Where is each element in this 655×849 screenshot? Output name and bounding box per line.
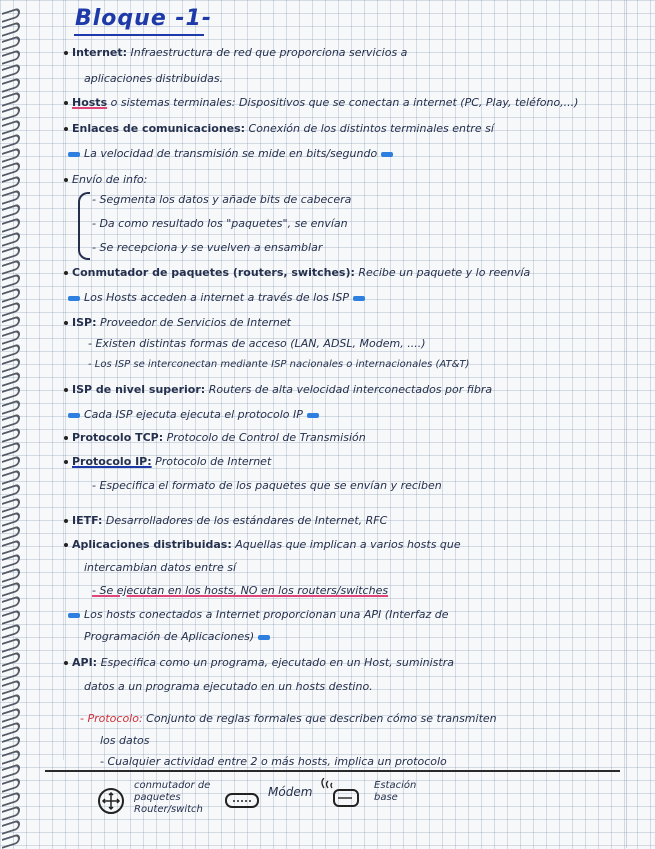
spiral-coil [2,245,20,261]
spiral-coil [2,259,20,275]
spiral-coil [2,777,20,793]
spiral-coil [2,525,20,541]
spiral-coil [2,805,20,821]
spiral-coil [2,623,20,639]
note-line: datos a un programa ejecutado en un hosts destino. [84,680,373,693]
spiral-coil [2,77,20,93]
router-label: conmutador de paquetes Router/switch [134,780,211,815]
modem-label: Módem [268,785,313,799]
spiral-coil [2,133,20,149]
margin-line [63,0,64,760]
spiral-coil [2,385,20,401]
spiral-coil [2,63,20,79]
note-line: API: Especifica como un programa, ejecutado en un Host, suministra [64,656,454,670]
notebook-spiral [0,0,22,848]
spiral-coil [2,357,20,373]
spiral-coil [2,749,20,765]
note-line: Protocolo IP: Protocolo de Internet [64,455,271,469]
note-line: ISP: Proveedor de Servicios de Internet [64,316,291,330]
spiral-coil [2,343,20,359]
note-line: Los hosts conectados a Internet proporcionan una API (Interfaz de [64,608,449,622]
spiral-coil [2,105,20,121]
spiral-coil [2,651,20,667]
spiral-coil [2,147,20,163]
spiral-coil [2,679,20,695]
note-line: Los Hosts acceden a internet a través de los ISP [64,291,369,305]
router-icon [96,786,126,816]
note-line: Enlaces de comunicaciones: Conexión de los distintos terminales entre sí [64,122,494,136]
spiral-coil [2,819,20,835]
note-line: - Da como resultado los "paquetes", se envían [92,217,348,230]
divider [45,770,620,772]
note-line: Aplicaciones distribuidas: Aquellas que implican a varios hosts que [64,538,461,552]
note-line: La velocidad de transmisión se mide en bits/segundo [64,147,397,161]
spiral-coil [2,707,20,723]
note-line: - Existen distintas formas de acceso (LAN, ADSL, Modem, ....) [88,337,426,350]
note-line: aplicaciones distribuidas. [84,72,224,85]
spiral-coil [2,483,20,499]
spiral-coil [2,371,20,387]
spiral-coil [2,427,20,443]
spiral-coil [2,399,20,415]
brace [78,192,90,260]
note-line: - Se ejecutan en los hosts, NO en los routers/switches [92,584,389,597]
note-line: - Se recepciona y se vuelven a ensamblar [92,241,323,254]
note-line: - Cualquier actividad entre 2 o más hosts, implica un protocolo [100,755,447,768]
spiral-coil [2,315,20,331]
spiral-coil [2,735,20,751]
spiral-coil [2,833,20,849]
note-line: Programación de Aplicaciones) [84,630,274,644]
station-label: Estación base [374,780,417,803]
spiral-coil [2,721,20,737]
note-line: Protocolo TCP: Protocolo de Control de Transmisión [64,431,366,445]
margin-line-right [626,0,627,848]
spiral-coil [2,595,20,611]
spiral-coil [2,35,20,51]
spiral-coil [2,301,20,317]
note-line: intercambian datos entre sí [84,561,237,574]
note-line: Internet: Infraestructura de red que proporciona servicios a [64,46,407,60]
spiral-coil [2,189,20,205]
spiral-coil [2,231,20,247]
spiral-coil [2,539,20,555]
spiral-coil [2,203,20,219]
spiral-coil [2,119,20,135]
note-line: ISP de nivel superior: Routers de alta velocidad interconectados por fibra [64,383,492,397]
spiral-coil [2,693,20,709]
note-line: IETF: Desarrolladores de los estándares de Internet, RFC [64,514,387,528]
spiral-coil [2,49,20,65]
spiral-coil [2,7,20,23]
note-line: Envío de info: [64,173,147,187]
page-title: Bloque -1- [75,6,212,31]
note-line: - Protocolo: Conjunto de reglas formales que describen cómo se transmiten [80,712,497,725]
note-line: - Los ISP se interconectan mediante ISP nacionales o internacionales (AT&T) [88,359,470,370]
spiral-coil [2,763,20,779]
note-line: - Especifica el formato de los paquetes que se envían y reciben [92,479,442,492]
spiral-coil [2,567,20,583]
spiral-coil [2,609,20,625]
antenna-icon [318,778,362,810]
spiral-coil [2,553,20,569]
spiral-coil [2,273,20,289]
spiral-coil [2,637,20,653]
note-line: los datos [100,734,150,747]
spiral-coil [2,329,20,345]
spiral-coil [2,791,20,807]
spiral-coil [2,511,20,527]
spiral-coil [2,581,20,597]
spiral-coil [2,441,20,457]
note-line: Hosts o sistemas terminales: Dispositivos que se conectan a internet (PC, Play, teléfono,...) [64,96,578,110]
spiral-coil [2,91,20,107]
title-underline [74,34,204,36]
spiral-coil [2,161,20,177]
spiral-coil [2,175,20,191]
note-line: Conmutador de paquetes (routers, switches): Recibe un paquete y lo reenvía [64,266,530,280]
spiral-coil [2,497,20,513]
spiral-coil [2,287,20,303]
spiral-coil [2,469,20,485]
spiral-coil [2,21,20,37]
note-line: Cada ISP ejecuta ejecuta el protocolo IP [64,408,323,422]
spiral-coil [2,665,20,681]
spiral-coil [2,413,20,429]
modem-icon [224,792,260,810]
spiral-coil [2,217,20,233]
note-line: - Segmenta los datos y añade bits de cabecera [92,193,352,206]
spiral-coil [2,455,20,471]
